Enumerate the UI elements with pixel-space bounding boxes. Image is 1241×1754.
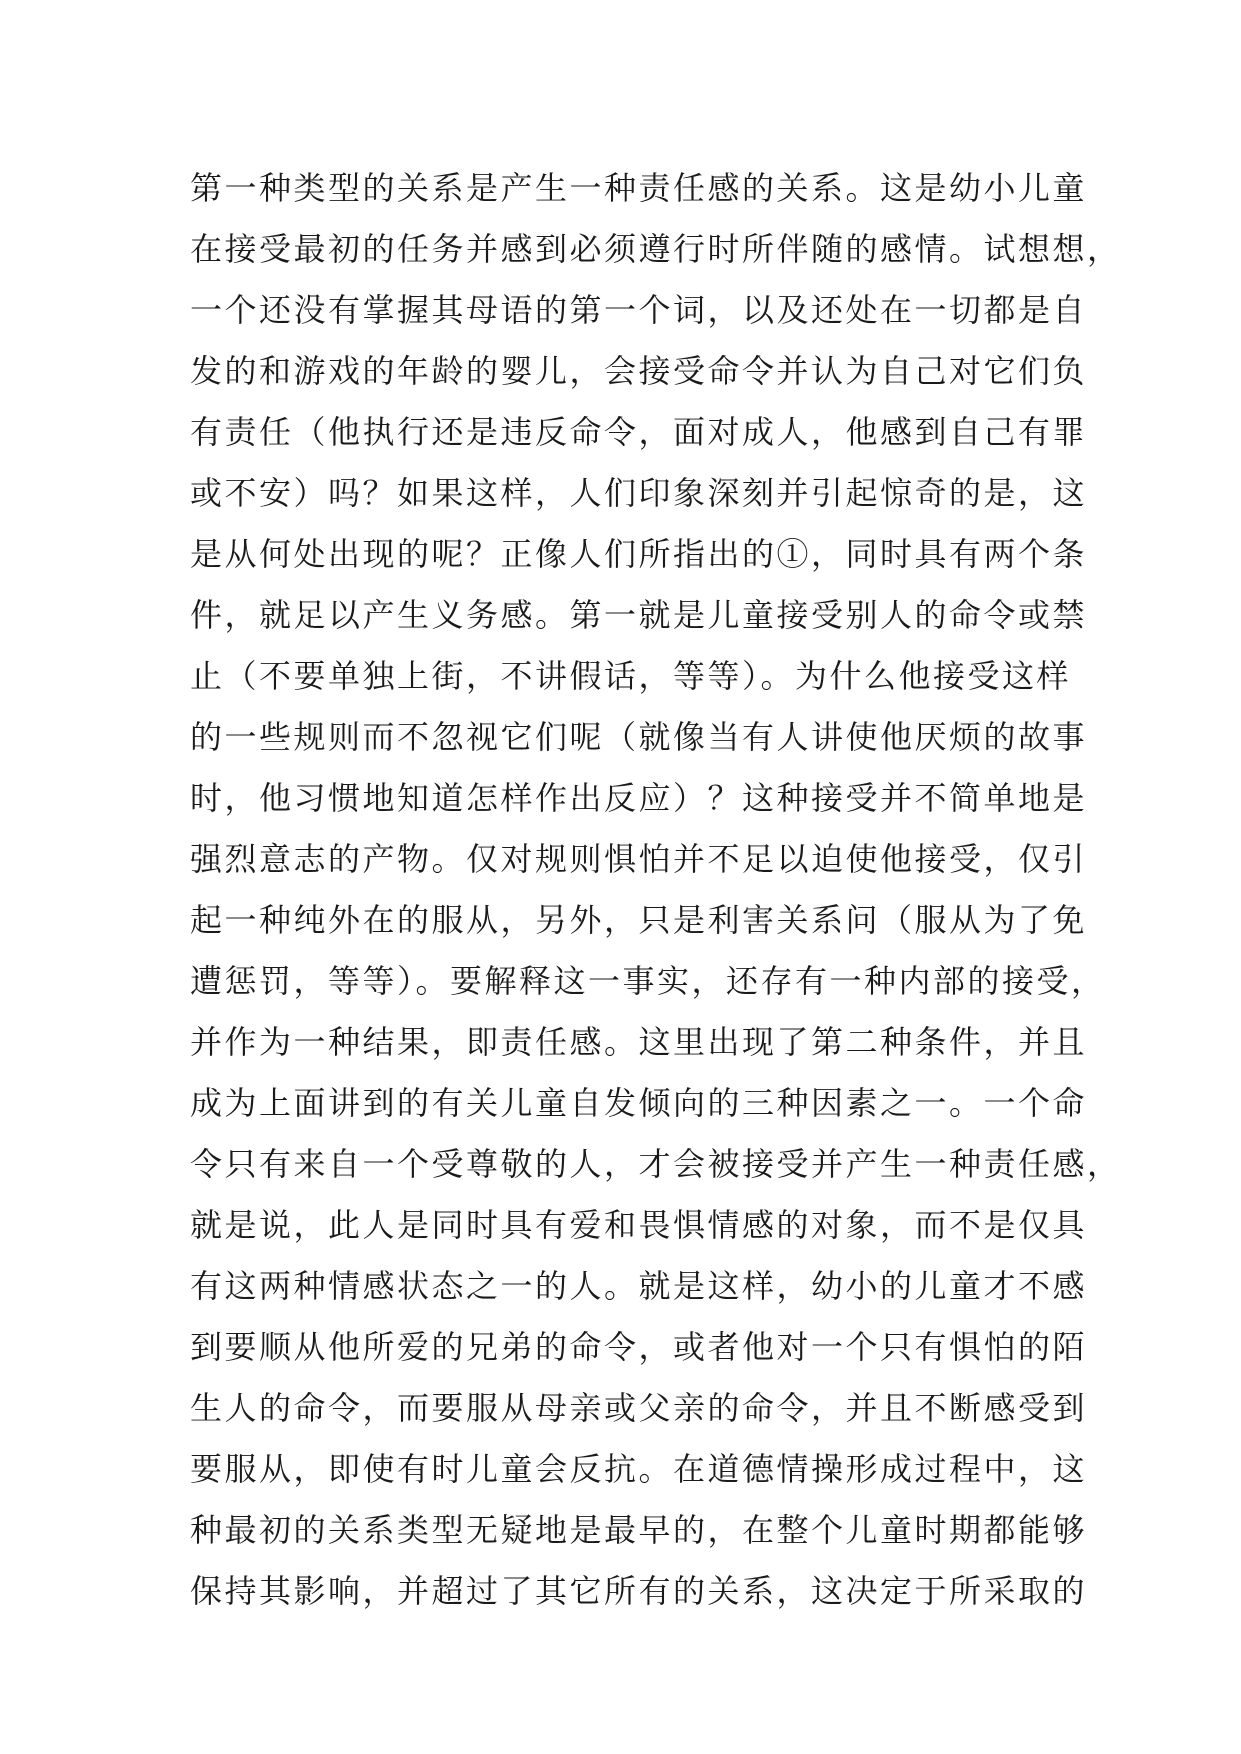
text-line: 就是说，此人是同时具有爱和畏惧情感的对象，而不是仅具	[190, 1206, 1088, 1244]
text-line: 止（不要单独上街，不讲假话，等等）。为什么他接受这样	[190, 657, 1072, 695]
text-line: 或不安）吗？如果这样，人们印象深刻并引起惊奇的是，这	[190, 474, 1088, 512]
text-line: 种最初的关系类型无疑地是最早的，在整个儿童时期都能够	[190, 1511, 1088, 1549]
text-line: 保持其影响，并超过了其它所有的关系，这决定于所采取的	[190, 1572, 1088, 1610]
text-line: 起一种纯外在的服从，另外，只是利害关系问（服从为了免	[190, 901, 1088, 939]
text-line: 的一些规则而不忽视它们呢（就像当有人讲使他厌烦的故事	[190, 718, 1088, 756]
text-line: 时，他习惯地知道怎样作出反应）？这种接受并不简单地是	[190, 779, 1088, 817]
text-line: 成为上面讲到的有关儿童自发倾向的三种因素之一。一个命	[190, 1084, 1088, 1122]
text-line: 有这两种情感状态之一的人。就是这样，幼小的儿童才不感	[190, 1267, 1088, 1305]
text-line: 件，就足以产生义务感。第一就是儿童接受别人的命令或禁	[190, 596, 1088, 634]
text-line: 在接受最初的任务并感到必须遵行时所伴随的感情。试想想，	[190, 230, 1122, 268]
text-line: 强烈意志的产物。仅对规则惧怕并不足以迫使他接受，仅引	[190, 840, 1088, 878]
text-line: 第一种类型的关系是产生一种责任感的关系。这是幼小儿童	[190, 169, 1088, 207]
text-line: 要服从，即使有时儿童会反抗。在道德情操形成过程中，这	[190, 1450, 1088, 1488]
text-line: 到要顺从他所爱的兄弟的命令，或者他对一个只有惧怕的陌	[190, 1328, 1088, 1366]
text-line: 发的和游戏的年龄的婴儿，会接受命令并认为自己对它们负	[190, 352, 1088, 390]
text-line: 遭惩罚，等等）。要解释这一事实，还存有一种内部的接受，	[190, 962, 1106, 1000]
text-line: 是从何处出现的呢？正像人们所指出的①，同时具有两个条	[190, 535, 1088, 573]
text-line: 并作为一种结果，即责任感。这里出现了第二种条件，并且	[190, 1023, 1088, 1061]
text-line: 一个还没有掌握其母语的第一个词，以及还处在一切都是自	[190, 291, 1088, 329]
text-line: 生人的命令，而要服从母亲或父亲的命令，并且不断感受到	[190, 1389, 1088, 1427]
body-text	[190, 158, 1122, 1622]
text-line: 令只有来自一个受尊敬的人，才会被接受并产生一种责任感，	[190, 1145, 1122, 1183]
text-line: 有责任（他执行还是违反命令，面对成人，他感到自己有罪	[190, 413, 1088, 451]
